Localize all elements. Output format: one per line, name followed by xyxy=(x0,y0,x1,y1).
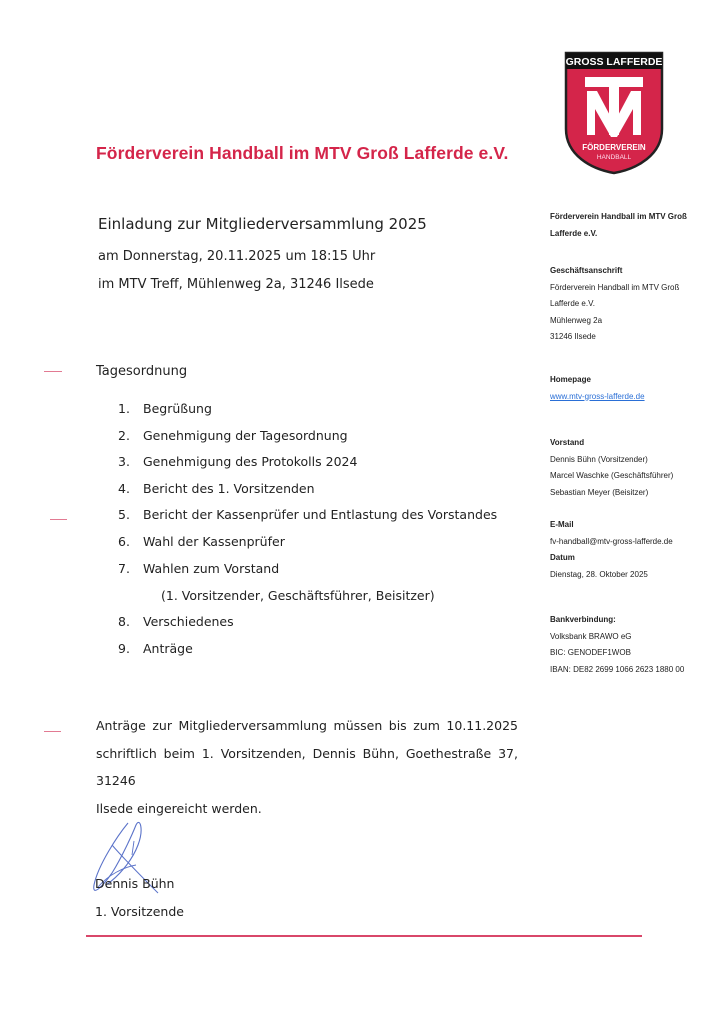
agenda-item-label: Genehmigung der Tagesordnung xyxy=(143,428,348,443)
agenda-item-number: 9. xyxy=(118,641,130,656)
letter-date: Dienstag, 28. Oktober 2025 xyxy=(550,569,648,579)
signatory-name: Dennis Bühn xyxy=(95,876,175,891)
invitation-heading: Einladung zur Mitgliederversammlung 2025 xyxy=(98,215,427,233)
bank-line: IBAN: DE82 2699 1066 2623 1880 00 xyxy=(550,664,685,674)
footer-divider xyxy=(86,935,642,937)
sidebar-org xyxy=(550,209,687,242)
agenda-item xyxy=(118,614,234,629)
board-label: Vorstand xyxy=(550,438,585,447)
meeting-date: am Donnerstag, 20.11.2025 um 18:15 Uhr xyxy=(98,249,376,264)
homepage-label: Homepage xyxy=(550,375,591,384)
agenda-item-number: 3. xyxy=(118,454,130,469)
svg-text:FÖRDERVEREIN: FÖRDERVEREIN xyxy=(582,143,646,152)
club-logo xyxy=(563,51,665,175)
meeting-location: im MTV Treff, Mühlenweg 2a, 31246 Ilsede xyxy=(98,277,374,292)
notice-line: Anträge zur Mitgliederversammlung müssen bis zum 10.11.2025 xyxy=(96,718,518,733)
agenda-item xyxy=(118,534,285,549)
agenda-item-label: Genehmigung des Protokolls 2024 xyxy=(143,454,358,469)
agenda-item-label: Bericht der Kassenprüfer und Entlastung des Vorstandes xyxy=(143,507,498,522)
date-label: Datum xyxy=(550,553,575,562)
email-address: fv-handball@mtv-gross-lafferde.de xyxy=(550,536,673,546)
margin-mark xyxy=(50,519,67,520)
agenda-item-number: 4. xyxy=(118,481,130,496)
agenda-item xyxy=(118,641,193,656)
svg-text:GROSS LAFFERDE: GROSS LAFFERDE xyxy=(565,56,663,68)
agenda-item-number: 5. xyxy=(118,507,130,522)
submission-notice xyxy=(96,712,518,822)
handwritten-signature xyxy=(88,815,178,915)
board-member: Marcel Waschke (Geschäftsführer) xyxy=(550,471,674,480)
board-member: Sebastian Meyer (Beisitzer) xyxy=(550,487,649,497)
agenda-item-number: 8. xyxy=(118,614,130,629)
bank-line: BIC: GENODEF1WOB xyxy=(550,648,631,657)
agenda-item-label: Verschiedenes xyxy=(143,614,234,629)
agenda-item-label: Anträge xyxy=(143,641,193,656)
agenda-item-label: Begrüßung xyxy=(143,401,212,416)
agenda-item xyxy=(118,401,212,416)
agenda-item-label: Bericht des 1. Vorsitzenden xyxy=(143,481,315,496)
agenda-item-number: 6. xyxy=(118,534,130,549)
agenda-item xyxy=(118,507,497,522)
agenda-item xyxy=(118,428,348,443)
margin-mark xyxy=(44,371,62,372)
homepage-link[interactable]: www.mtv-gross-lafferde.de xyxy=(550,391,645,401)
notice-line: schriftlich beim 1. Vorsitzenden, Dennis Bühn, Goethestraße 37, 31246 xyxy=(96,745,518,788)
sidebar-homepage xyxy=(550,372,645,405)
agenda-title: Tagesordnung xyxy=(96,364,188,379)
sidebar-org-name: Förderverein Handball im MTV Groß xyxy=(550,212,687,221)
address-line: Mühlenweg 2a xyxy=(550,315,603,325)
address-line: Lafferde e.V. xyxy=(550,299,595,308)
agenda-item xyxy=(118,561,279,576)
sidebar-address xyxy=(550,263,679,346)
agenda-item-number: 1. xyxy=(118,401,130,416)
margin-mark xyxy=(44,731,61,732)
email-label: E-Mail xyxy=(550,520,574,529)
address-line: Förderverein Handball im MTV Groß xyxy=(550,282,680,292)
agenda-item-number: 7. xyxy=(118,561,130,576)
signatory-role: 1. Vorsitzende xyxy=(95,904,184,919)
sidebar-contact xyxy=(550,517,673,583)
organization-title: Förderverein Handball im MTV Groß Lafferde e.V. xyxy=(96,143,509,163)
svg-text:HANDBALL: HANDBALL xyxy=(596,154,632,161)
agenda-item-label: Wahl der Kassenprüfer xyxy=(143,534,285,549)
bank-line: Volksbank BRAWO eG xyxy=(550,631,632,641)
sidebar-bank xyxy=(550,612,684,678)
board-member: Dennis Bühn (Vorsitzender) xyxy=(550,454,648,464)
address-line: 31246 Ilsede xyxy=(550,332,596,341)
agenda-item xyxy=(118,454,357,469)
agenda-item xyxy=(118,481,315,496)
agenda-item-label: Wahlen zum Vorstand xyxy=(143,561,280,576)
bank-label: Bankverbindung: xyxy=(550,615,616,624)
sidebar-board xyxy=(550,435,673,501)
sidebar-org-name: Lafferde e.V. xyxy=(550,228,598,238)
address-label: Geschäftsanschrift xyxy=(550,266,623,275)
notice-line: Ilsede eingereicht werden. xyxy=(96,800,262,816)
agenda-item-number: 2. xyxy=(118,428,130,443)
agenda-item-7-subtext: (1. Vorsitzender, Geschäftsführer, Beisitzer) xyxy=(161,588,435,603)
